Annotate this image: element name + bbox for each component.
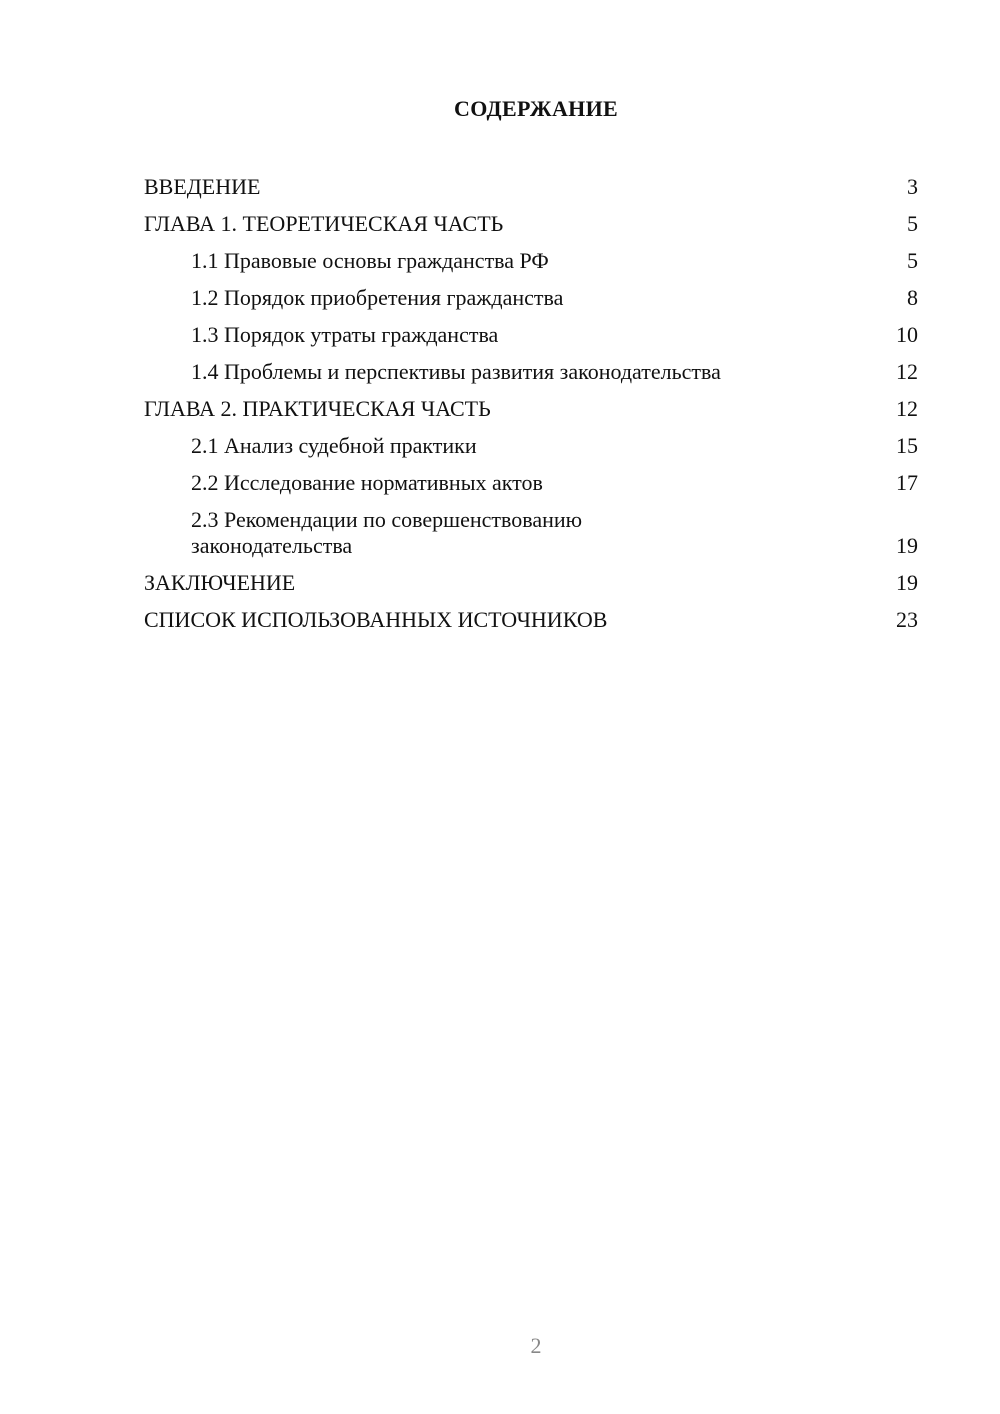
toc-entry-section-1-1[interactable] (144, 242, 918, 279)
toc-entry-conclusion[interactable] (144, 564, 918, 601)
toc-entry-page: 10 (896, 321, 918, 347)
toc-entry-page: 15 (896, 432, 918, 458)
toc-entry-chapter-1[interactable] (144, 205, 918, 242)
toc-entry-section-2-1[interactable] (144, 427, 918, 464)
toc-entry-label: 2.3 Рекомендации по совершенствованию законодательства (191, 506, 583, 558)
table-of-contents (144, 168, 918, 638)
toc-entry-label: ГЛАВА 1. ТЕОРЕТИЧЕСКАЯ ЧАСТЬ (144, 210, 504, 236)
toc-entry-page: 19 (896, 532, 918, 558)
toc-entry-label: 1.1 Правовые основы гражданства РФ (191, 247, 549, 273)
toc-entry-page: 5 (907, 247, 918, 273)
toc-entry-page: 3 (907, 173, 918, 199)
toc-entry-label: 1.3 Порядок утраты гражданства (191, 321, 499, 347)
toc-entry-references[interactable] (144, 601, 918, 638)
toc-entry-chapter-2[interactable] (144, 390, 918, 427)
toc-entry-label: ЗАКЛЮЧЕНИЕ (144, 569, 296, 595)
toc-entry-label: 2.2 Исследование нормативных актов (191, 469, 543, 495)
page-title: СОДЕРЖАНИЕ (454, 96, 618, 121)
toc-entry-page: 23 (896, 606, 918, 632)
toc-entry-label: ГЛАВА 2. ПРАКТИЧЕСКАЯ ЧАСТЬ (144, 395, 491, 421)
toc-entry-section-1-4[interactable] (144, 353, 918, 390)
page-number: 2 (530, 1333, 542, 1358)
toc-entry-label: 2.1 Анализ судебной практики (191, 432, 477, 458)
toc-entry-introduction[interactable] (144, 168, 918, 205)
toc-entry-page: 19 (896, 569, 918, 595)
toc-entry-label: 1.4 Проблемы и перспективы развития законодательства (191, 358, 721, 384)
toc-entry-page: 12 (896, 395, 918, 421)
toc-entry-page: 12 (896, 358, 918, 384)
toc-entry-section-2-3[interactable] (144, 501, 918, 564)
toc-entry-label: ВВЕДЕНИЕ (144, 173, 261, 199)
toc-entry-section-1-3[interactable] (144, 316, 918, 353)
toc-entry-page: 8 (907, 284, 918, 310)
toc-entry-label: 1.2 Порядок приобретения гражданства (191, 284, 564, 310)
toc-entry-label: СПИСОК ИСПОЛЬЗОВАННЫХ ИСТОЧНИКОВ (144, 606, 608, 632)
toc-entry-section-2-2[interactable] (144, 464, 918, 501)
toc-entry-section-1-2[interactable] (144, 279, 918, 316)
toc-entry-page: 5 (907, 210, 918, 236)
toc-entry-page: 17 (896, 469, 918, 495)
